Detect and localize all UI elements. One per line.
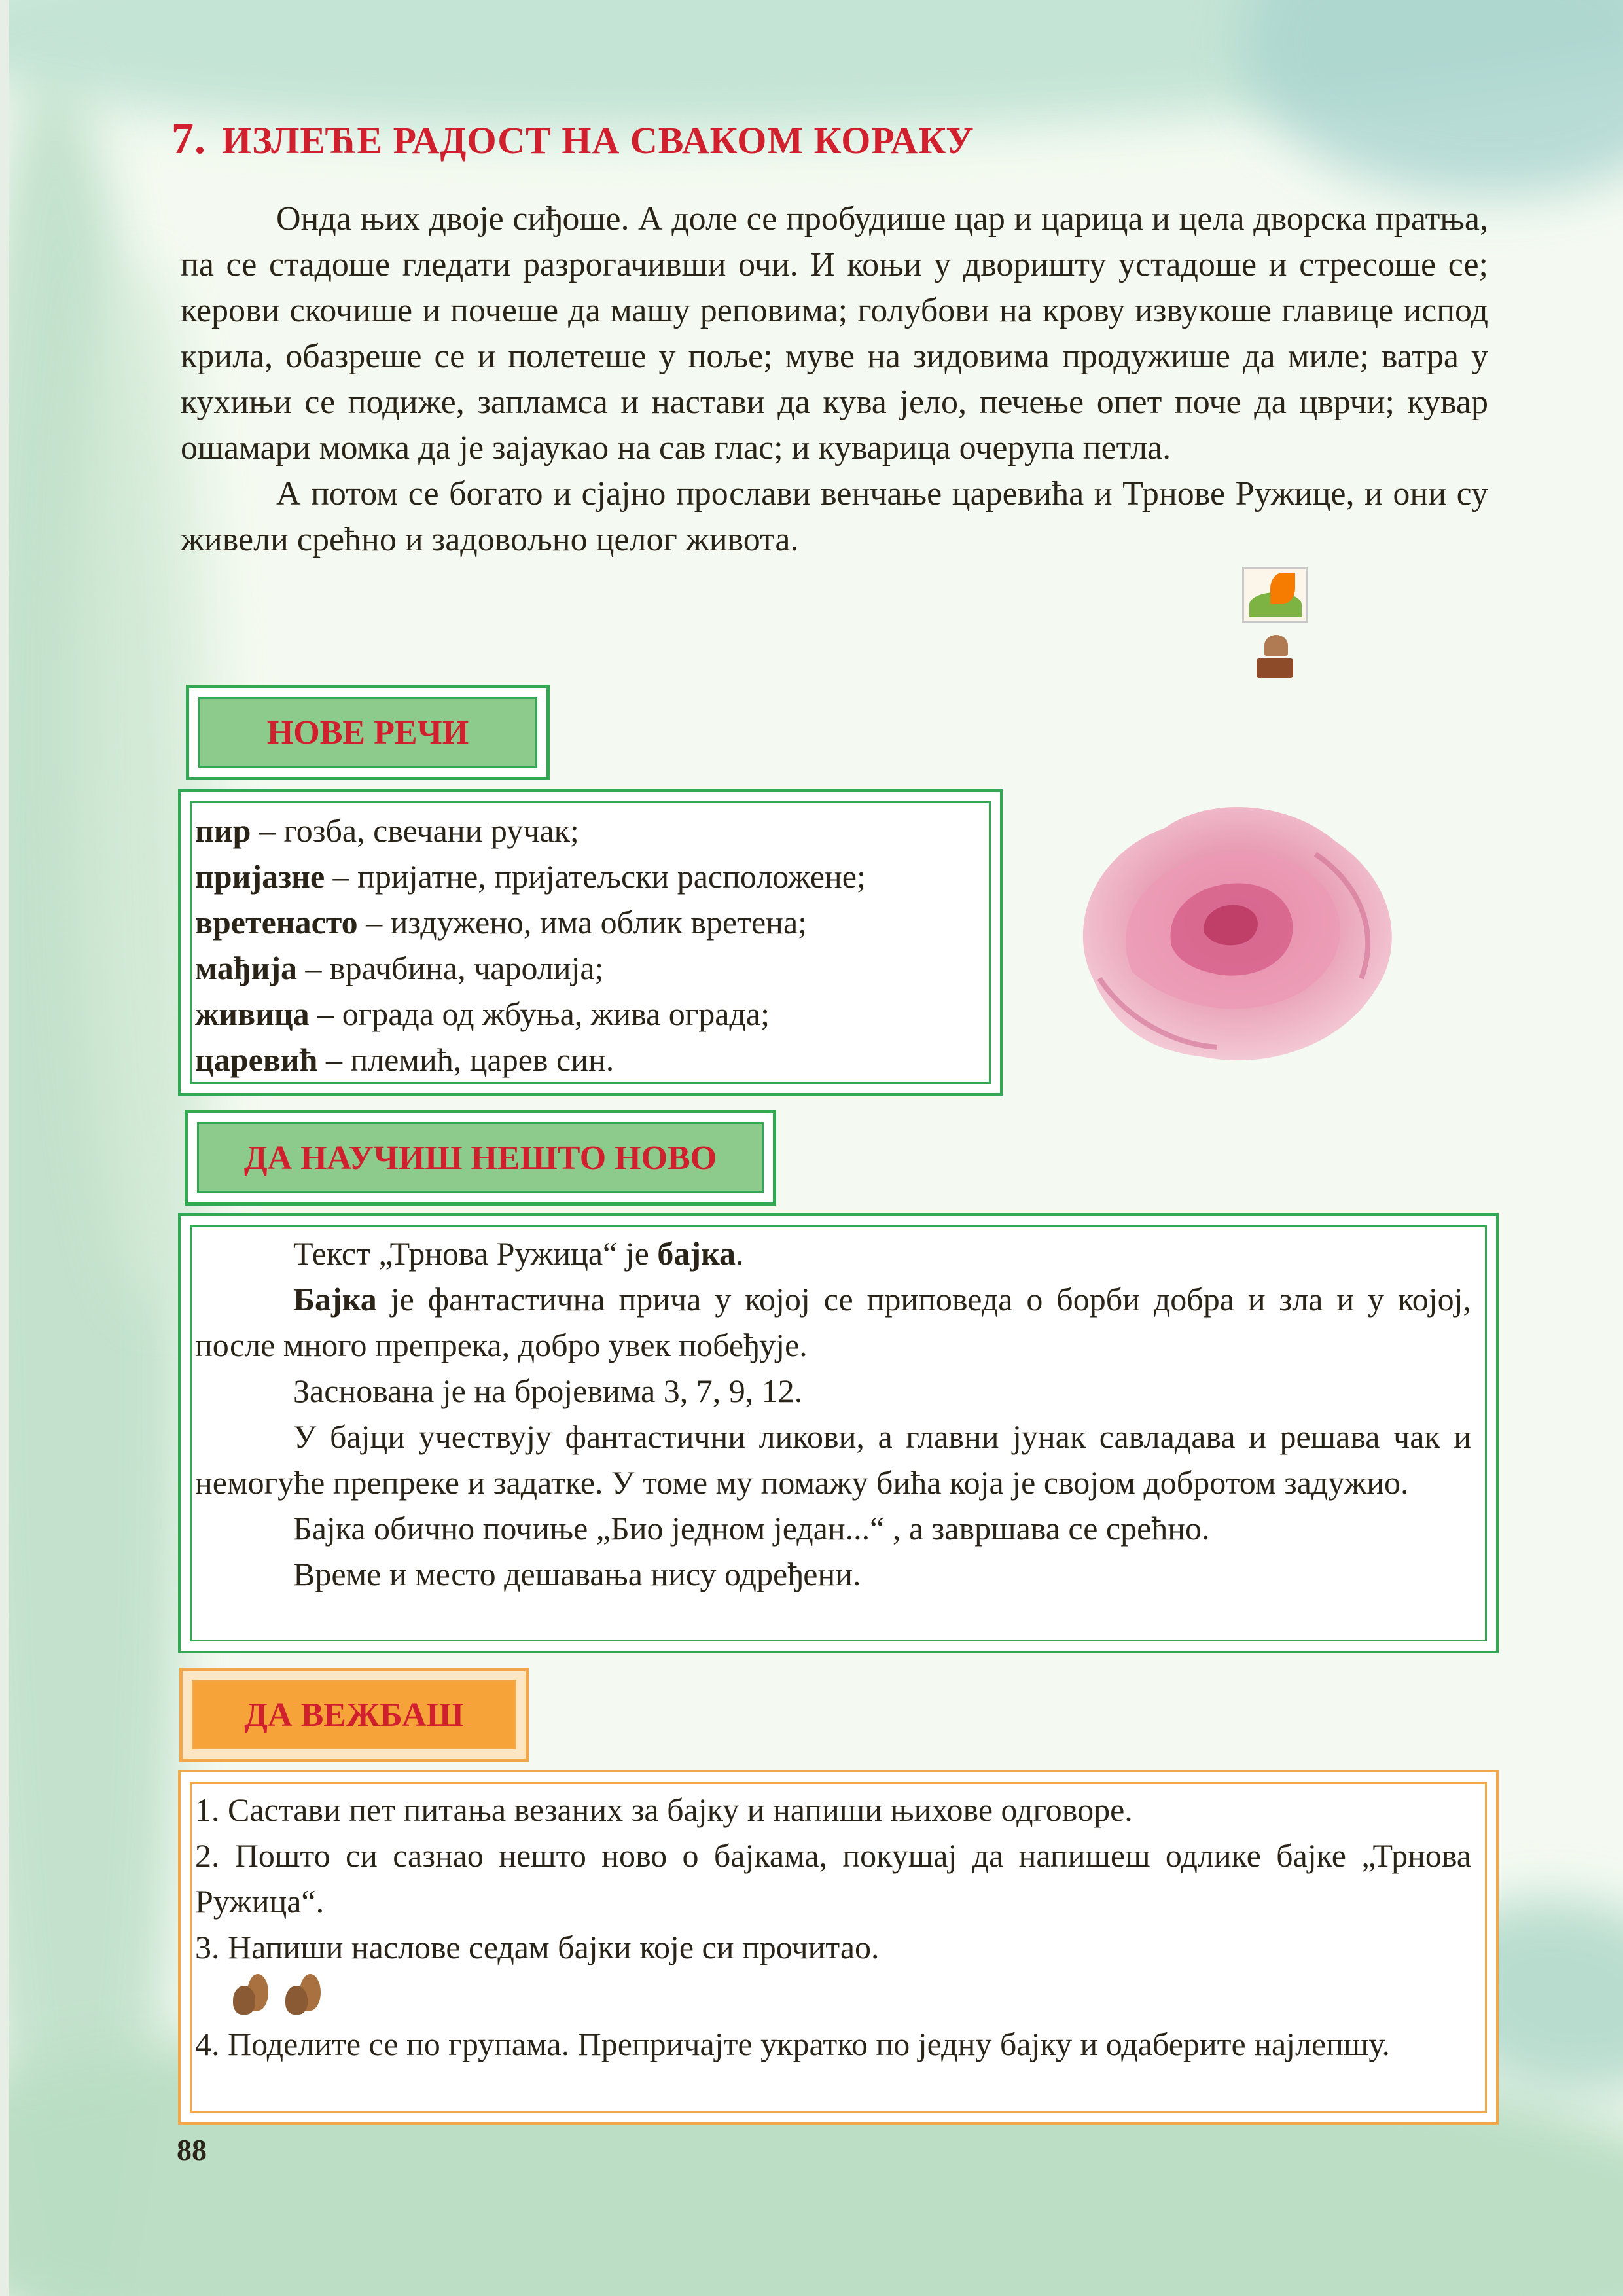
learn-new-box [178, 1213, 1499, 1653]
page-number: 88 [177, 2133, 207, 2166]
glossary-item: вретенасто – издужено, има облик вретена; [195, 904, 808, 941]
task-item: 1. Састави пет питања везаних за бајку и напиши њихове одговоре. [195, 1791, 1133, 1828]
new-words-heading: НОВЕ РЕЧИ [186, 685, 550, 780]
practice-tasks [195, 1787, 1471, 2067]
illustration-icon[interactable] [1242, 567, 1308, 623]
media-icons [1242, 567, 1305, 678]
practice-heading: ДА ВЕЖБАШ [179, 1668, 529, 1762]
rose-illustration [1054, 782, 1420, 1083]
story-paragraph: Онда њих двоје сиђоше. А доле се пробудише цар и царица и цела дворска пратња, па се стадоше гледати разрогачивши очи. И коњи у дворишту устадоше и стресоше се; керови скочише и почеше да машу реповима; голубови на крову извукоше главице испод крила, обазреше се и полетеше у поље; муве на зидовима продужише да миле; ватра у кухињи се подиже, запламса и настави да кува јело, печење опет поче да цврчи; кувар ошамари момка да је зајаукао на сав глас; и куварица очерупа петла. [181, 200, 1488, 467]
story-text [181, 196, 1488, 563]
squirrel-icon [228, 1974, 270, 2017]
group-work-icon [195, 1970, 1471, 2021]
gramophone-icon[interactable] [1253, 632, 1298, 678]
new-words-box [178, 789, 1003, 1096]
lesson-title-text: ИЗЛЕЋЕ РАДОСТ НА СВАКОМ КОРАКУ [222, 119, 974, 162]
story-paragraph: А потом се богато и сјајно прослави венчање царевића и Трнове Ружице, и они су живели срећно и задовољно целог живота. [181, 475, 1488, 558]
lesson-number: 7. [171, 113, 206, 163]
glossary-item: пир – гозба, свечани ручак; [195, 812, 579, 849]
learn-paragraph: Бајка је фантастична прича у којој се приповеда о борби добра и зла и у којој, после много препрека, добро увек побеђује. [195, 1281, 1471, 1363]
lesson-title [171, 113, 974, 164]
learn-paragraph: Време и место дешавања нису одређени. [293, 1556, 861, 1592]
learn-new-heading: ДА НАУЧИШ НЕШТО НОВО [185, 1110, 776, 1206]
glossary-item: живица – ограда од жбуња, жива ограда; [195, 996, 770, 1032]
glossary-item: пријазне – пријатне, пријатељски расположене; [195, 858, 866, 895]
task-item: 2. Пошто си сазнао нешто ново о бајкама, покушај да напишеш одлике бајке „Трнова Ружица“. [195, 1837, 1471, 1920]
learn-paragraph: Текст „Трнова Ружица“ је бајка. [293, 1235, 744, 1272]
learn-paragraph: Заснована је на бројевима 3, 7, 9, 12. [293, 1372, 803, 1409]
glossary-list [195, 808, 866, 1083]
glossary-item: царевић – племић, царев син. [195, 1041, 615, 1078]
squirrel-icon [280, 1974, 322, 2017]
learn-new-text [195, 1230, 1471, 1597]
learn-paragraph: Бајка обично почиње „Био једном један...“ , а завршава се срећно. [293, 1510, 1210, 1547]
task-item: 4. Поделите се по групама. Препричајте укратко по једну бајку и одаберите најлепшу. [195, 2026, 1390, 2062]
learn-paragraph: У бајци учествују фантастични ликови, а главни јунак савладава и решава чак и немогуће препреке и задатке. У томе му помажу бића која је својом добротом задужио. [195, 1418, 1471, 1501]
glossary-item: мађија – врачбина, чаролија; [195, 950, 604, 986]
practice-box [178, 1770, 1499, 2125]
task-item: 3. Напиши наслове седам бајки које си прочитао. [195, 1929, 880, 1965]
